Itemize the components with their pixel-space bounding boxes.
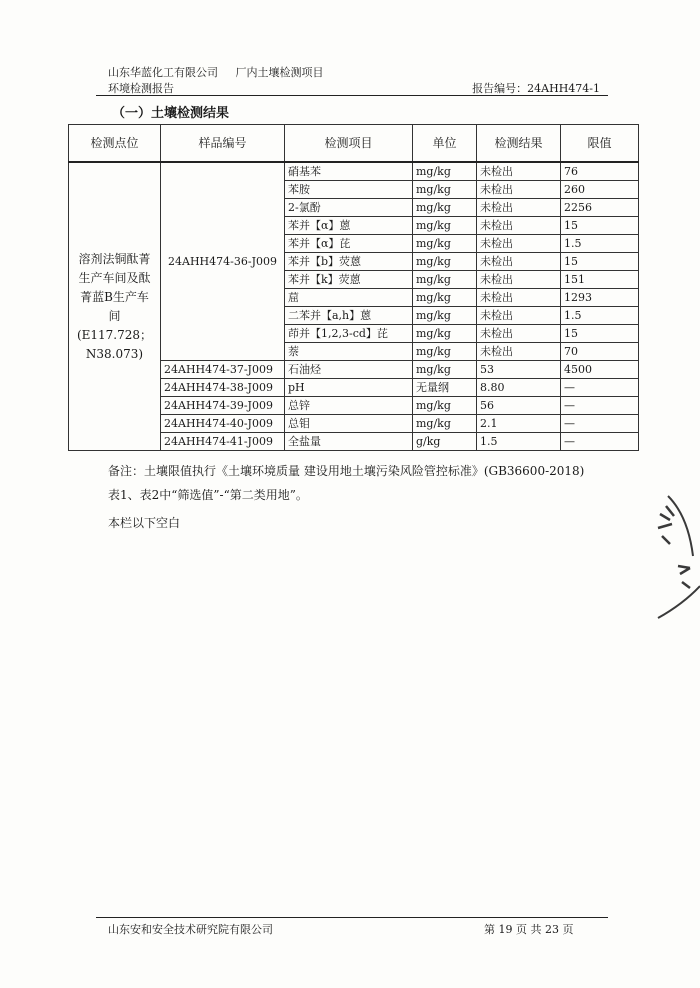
limit: —	[561, 379, 639, 397]
result: 未检出	[477, 325, 561, 343]
limit: 4500	[561, 361, 639, 379]
col-header-limit: 限值	[561, 125, 639, 163]
table-header-row	[69, 125, 639, 163]
unit: mg/kg	[413, 343, 477, 361]
result: 未检出	[477, 253, 561, 271]
unit: mg/kg	[413, 181, 477, 199]
sample-number: 24AHH474-39-J009	[161, 397, 285, 415]
limit: 260	[561, 181, 639, 199]
unit: mg/kg	[413, 289, 477, 307]
unit: mg/kg	[413, 307, 477, 325]
unit: mg/kg	[413, 199, 477, 217]
result: 未检出	[477, 181, 561, 199]
unit: mg/kg	[413, 271, 477, 289]
test-item: 2-氯酚	[285, 199, 413, 217]
header-report-type: 环境检测报告	[108, 82, 174, 95]
note-blank-below: 本栏以下空白	[108, 516, 181, 530]
limit: 15	[561, 325, 639, 343]
footer-page-number: 第 19 页 共 23 页	[484, 923, 574, 936]
test-item: 苯胺	[285, 181, 413, 199]
partial-seal-stamp	[638, 486, 700, 626]
result: 56	[477, 397, 561, 415]
unit: g/kg	[413, 433, 477, 451]
test-item: 石油烃	[285, 361, 413, 379]
limit: 2256	[561, 199, 639, 217]
unit: mg/kg	[413, 235, 477, 253]
test-item: 萘	[285, 343, 413, 361]
limit: 15	[561, 217, 639, 235]
sample-number: 24AHH474-41-J009	[161, 433, 285, 451]
unit: mg/kg	[413, 162, 477, 181]
limit: 70	[561, 343, 639, 361]
limit: —	[561, 415, 639, 433]
test-item: 苯并【k】荧蒽	[285, 271, 413, 289]
header-company-project	[108, 64, 323, 80]
footer-organization: 山东安和安全技术研究院有限公司	[108, 923, 273, 936]
result: 未检出	[477, 343, 561, 361]
sample-number: 24AHH474-37-J009	[161, 361, 285, 379]
limit: —	[561, 397, 639, 415]
test-item: 苯并【α】蒽	[285, 217, 413, 235]
unit: mg/kg	[413, 361, 477, 379]
result: 未检出	[477, 235, 561, 253]
unit: mg/kg	[413, 325, 477, 343]
limit: —	[561, 433, 639, 451]
result: 8.80	[477, 379, 561, 397]
soil-results-table	[68, 124, 639, 451]
result: 1.5	[477, 433, 561, 451]
unit: mg/kg	[413, 253, 477, 271]
header-report-number: 报告编号：24AHH474-1	[472, 82, 600, 95]
unit: 无量纲	[413, 379, 477, 397]
result: 未检出	[477, 217, 561, 235]
header-project: 厂内土壤检测项目	[235, 66, 324, 79]
result: 未检出	[477, 289, 561, 307]
sample-number: 24AHH474-40-J009	[161, 415, 285, 433]
footer-rule	[96, 917, 608, 918]
result: 未检出	[477, 271, 561, 289]
result: 未检出	[477, 199, 561, 217]
site-location: 溶剂法铜酞菁生产车间及酞菁蓝B生产车间(E117.728；N38.073)	[69, 162, 161, 451]
test-item: 硝基苯	[285, 162, 413, 181]
test-item: 总锌	[285, 397, 413, 415]
unit: mg/kg	[413, 415, 477, 433]
sample-number: 24AHH474-36-J009	[161, 162, 285, 361]
section-title: （一）土壤检测结果	[112, 106, 230, 121]
limit: 151	[561, 271, 639, 289]
sample-number: 24AHH474-38-J009	[161, 379, 285, 397]
limit: 76	[561, 162, 639, 181]
test-item: 苯并【b】荧蒽	[285, 253, 413, 271]
result: 53	[477, 361, 561, 379]
test-item: 二苯并【a,h】蒽	[285, 307, 413, 325]
limit: 15	[561, 253, 639, 271]
col-header-unit: 单位	[413, 125, 477, 163]
test-item: 全盐量	[285, 433, 413, 451]
table-row	[69, 162, 639, 181]
result: 未检出	[477, 307, 561, 325]
col-header-site: 检测点位	[69, 125, 161, 163]
col-header-sample: 样品编号	[161, 125, 285, 163]
result: 2.1	[477, 415, 561, 433]
note-screening-value: 表1、表2中“筛选值”-“第二类用地”。	[108, 488, 308, 502]
test-item: 苯并【α】芘	[285, 235, 413, 253]
note-standard: 备注：土壤限值执行《土壤环境质量 建设用地土壤污染风险管控标准》(GB36600-2018)	[108, 464, 585, 478]
test-item: 茚并【1,2,3-cd】芘	[285, 325, 413, 343]
result: 未检出	[477, 162, 561, 181]
test-item: pH	[285, 379, 413, 397]
unit: mg/kg	[413, 217, 477, 235]
unit: mg/kg	[413, 397, 477, 415]
limit: 1.5	[561, 235, 639, 253]
col-header-item: 检测项目	[285, 125, 413, 163]
header-company: 山东华蓝化工有限公司	[108, 66, 218, 79]
header-rule	[96, 95, 608, 96]
test-item: 总钼	[285, 415, 413, 433]
col-header-result: 检测结果	[477, 125, 561, 163]
limit: 1293	[561, 289, 639, 307]
test-item: 䓛	[285, 289, 413, 307]
limit: 1.5	[561, 307, 639, 325]
